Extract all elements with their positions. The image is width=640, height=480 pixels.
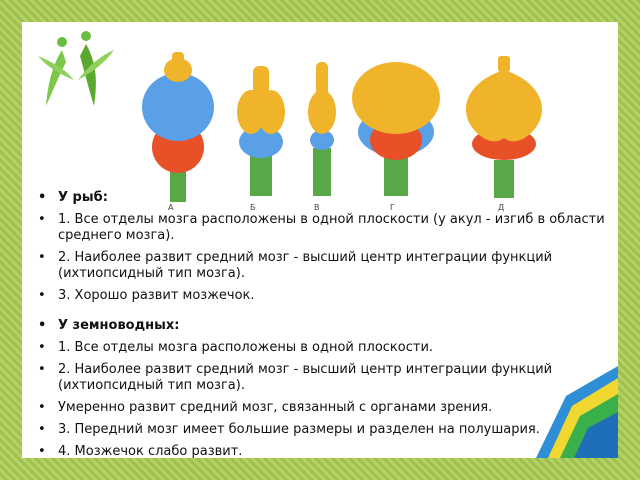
fish-point-1: • 1. Все отделы мозга расположены в одной плоскости (у акул - изгиб в области среднего мозга). bbox=[36, 212, 606, 244]
brain-comparison-figure bbox=[132, 32, 552, 212]
label-d: Д bbox=[498, 203, 505, 212]
leaf-figures-logo bbox=[28, 26, 120, 118]
label-a: А bbox=[168, 203, 174, 212]
amphibian-point-1: • 1. Все отделы мозга расположены в одной плоскости. bbox=[36, 340, 606, 356]
label-v: В bbox=[314, 203, 320, 212]
fish-point-3: • 3. Хорошо развит мозжечок. bbox=[36, 288, 606, 304]
fish-heading: • У рыб: bbox=[36, 190, 606, 206]
label-g: Г bbox=[390, 203, 395, 212]
amphibian-heading: • У земноводных: bbox=[36, 318, 606, 334]
slide bbox=[22, 22, 618, 458]
fish-point-2: • 2. Наиболее развит средний мозг - высший центр интеграции функций (ихтиопсидный тип мозга). bbox=[36, 250, 606, 282]
amphibian-point-5: • 4. Мозжечок слабо развит. bbox=[36, 444, 606, 458]
amphibian-point-2: • 2. Наиболее развит средний мозг - высший центр интеграции функций (ихтиопсидный тип мозга). bbox=[36, 362, 606, 394]
amphibian-point-3: • Умеренно развит средний мозг, связанный с органами зрения. bbox=[36, 400, 606, 416]
brain-a bbox=[142, 52, 214, 212]
amphibian-point-4: • 3. Передний мозг имеет большие размеры и разделен на полушария. bbox=[36, 422, 606, 438]
brain-d bbox=[466, 56, 542, 212]
spacer bbox=[36, 310, 606, 318]
corner-ribbon-decoration bbox=[526, 366, 618, 458]
label-b: Б bbox=[250, 203, 256, 212]
text-content bbox=[36, 190, 606, 458]
